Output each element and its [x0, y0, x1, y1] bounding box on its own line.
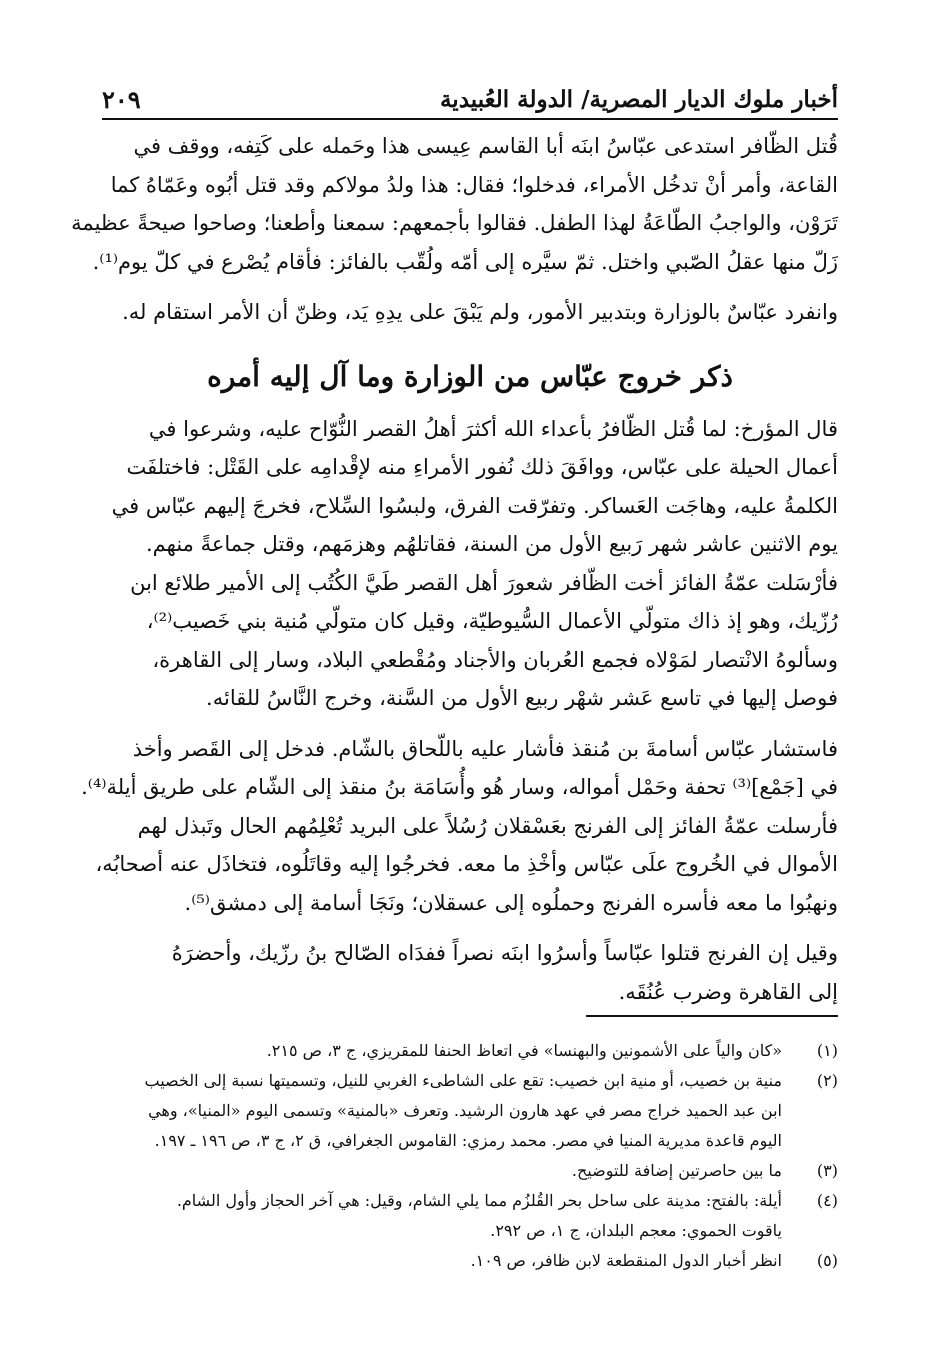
text-line: وسألوهُ الانْتصار لمَوْلاه فجمع العُربان والأجناد ومُقْطعي البلاد، وسار إلى القاهرة، — [152, 647, 838, 672]
text-line: القاعة، وأمر أنْ تدخُل الأمراء، فدخلوا؛ فقال: هذا ولدُ مولاكم وقد قتل أبُوه وعَمّاهُ كما — [110, 172, 838, 197]
footnote-number: (٤) — [816, 1191, 838, 1210]
text-line: تَرَوْن، والواجبُ الطّاعَةُ لهذا الطفل. فقالوا بأجمعهم: سمعنا وأطعنا؛ وصاحوا صيحةً عظيمة — [71, 211, 838, 235]
footnote-1 — [102, 1036, 838, 1066]
footnote-line: منية بن خصيب، أو منية ابن خصيب: تقع على الشاطىء الغربي للنيل، وتسميتها نسبة إلى الخصيب — [144, 1071, 782, 1090]
text-line: أعمال الحيلة على عبّاس، ووافَقَ ذلك نُفور الأمراءِ منه لإقْدامِه على القَتْل: فاختلفَت — [126, 455, 838, 479]
text-line: رُزّيك، وهو إذ ذاك متولّي الأعمال السُّيوطيّة، وقيل كان متولّي مُنية بني خَصيب⁽²⁾، — [146, 609, 838, 633]
page-number: ٢٠٩ — [102, 84, 141, 114]
footnote-5 — [102, 1246, 838, 1276]
footnote-3 — [102, 1156, 838, 1186]
text-line: ونهبُوا ما معه فأسره الفرنج وحملُوه إلى عسقلان؛ ونَجَا أسامة إلى دمشق⁽⁵⁾. — [184, 890, 838, 915]
footnote-number: (٣) — [816, 1161, 838, 1180]
paragraph-2 — [102, 293, 838, 332]
text-line: فأرْسَلت عمّةُ الفائز أخت الظّافر شعورَ أهل القصر طَيَّ الكُتُب إلى الأمير طلائع ابن — [130, 570, 838, 595]
footnote-2 — [102, 1066, 838, 1156]
footnote-number: (٢) — [816, 1071, 838, 1090]
footnote-number: (١) — [816, 1041, 838, 1060]
page-header — [102, 80, 838, 120]
main-text — [71, 127, 838, 1011]
footnote-number: (٥) — [816, 1251, 838, 1270]
text-line: وقيل إن الفرنج قتلوا عبّاساً وأسرُوا ابنَه نصراً ففدَاه الصّالح بنُ رزّيك، وأحضرَهُ — [171, 941, 838, 965]
footnote-line: أيلة: بالفتح: مدينة على ساحل بحر القُلزُم مما يلي الشام، وقيل: هي آخر الحجاز وأول الشام. — [176, 1191, 782, 1210]
text-line: فأرسلت عمّةُ الفائز إلى الفرنج بعَسْقلان رُسُلاً على البريد تُعْلِمُهم الحال وتَبذل لهم — [137, 813, 838, 838]
paragraph-5 — [102, 934, 838, 1011]
text-line: زَلّ منها عقلُ الصّبي واختل. ثمّ سيَّره إلى أمّه ولُقّب بالفائز: فأقام يُصْرع في كلّ يوم⁽¹⁾. — [92, 249, 838, 274]
text-line: فاستشار عبّاس أسامةَ بن مُنقذ فأشار عليه باللّحاق بالشّام. فدخل إلى القَصر وأخذ — [132, 736, 838, 761]
text-line: قُتل الظّافر استدعى عبّاسُ ابنَه أبا القاسم عِيسى هذا وحَمله على كَتِفه، ووقف في — [133, 134, 838, 158]
text-line: يوم الاثنين عاشر شهر رَبيع الأول من السنة، فقاتلهُم وهزمَهم، وقتل جماعةً منهم. — [145, 532, 838, 556]
footnote-line: اليوم قاعدة مديرية المنيا في مصر. محمد رمزي: القاموس الجغرافي، ق ٢، ج ٣، ص ١٩٦ ـ ١٩٧. — [154, 1131, 782, 1150]
footnotes — [102, 1036, 838, 1276]
text-line: وانفرد عبّاسٌ بالوزارة وبتدبير الأمور، ولم يَبْقَ على يدِهِ يَد، وظنّ أن الأمر استقام له. — [122, 300, 838, 324]
section-title: ذكر خروج عبّاس من الوزارة وما آل إليه أمره — [207, 359, 733, 393]
footnote-line: ياقوت الحموي: معجم البلدان، ج ١، ص ٢٩٢. — [490, 1221, 782, 1240]
paragraph-1 — [71, 127, 838, 281]
running-head: أخبار ملوك الديار المصرية/ الدولة العُبيدية — [439, 85, 838, 113]
footnote-line: ما بين حاصرتين إضافة للتوضيح. — [571, 1161, 782, 1180]
text-line: فوصل إليها في تاسع عَشر شهْر ربيع الأول من السَّنة، وخرج النَّاسُ للقائه. — [206, 686, 838, 710]
text-line: الأموال في الخُروج علَى عبّاس وأخْذِ ما معه. فخرجُوا إليه وقاتَلُوه، فتخاذَل عنه أصحابُه، — [95, 852, 838, 876]
paragraph-3 — [102, 410, 838, 718]
footnote-4 — [102, 1186, 838, 1246]
footnote-divider — [586, 1015, 838, 1017]
text-line: الكلمةُ عليه، وهاجَت العَساكر. وتفرّقت الفرق، ولبسُوا السِّلاح، فخرجَ إليهم عبّاس في — [111, 493, 838, 518]
text-line: إلى القاهرة وضرب عُنُقَه. — [618, 979, 838, 1004]
text-line: في [جَمْع]⁽³⁾ تحفة وحَمْل أمواله، وسار هُو وأُسَامَة بنُ منقذ إلى الشّام على طريق أيلة⁽⁴⁾. — [81, 775, 838, 799]
footnote-line: «كان والياً على الأشمونين والبهنسا» في اتعاظ الحنفا للمقريزي، ج ٣، ص ٢١٥. — [266, 1041, 782, 1060]
footnote-line: ابن عبد الحميد خراج مصر في عهد هارون الرشيد. وتعرف «بالمنية» وتسمى اليوم «المنيا»، وهي — [148, 1101, 782, 1120]
paragraph-4 — [81, 730, 838, 923]
text-line: قال المؤرخ: لما قُتل الظّافرُ بأعداء الله أكثرَ أهلُ القصر النُّوّاح عليه، وشرعوا في — [148, 416, 838, 441]
footnote-line: انظر أخبار الدول المنقطعة لابن ظافر، ص ١٠٩. — [470, 1251, 782, 1270]
